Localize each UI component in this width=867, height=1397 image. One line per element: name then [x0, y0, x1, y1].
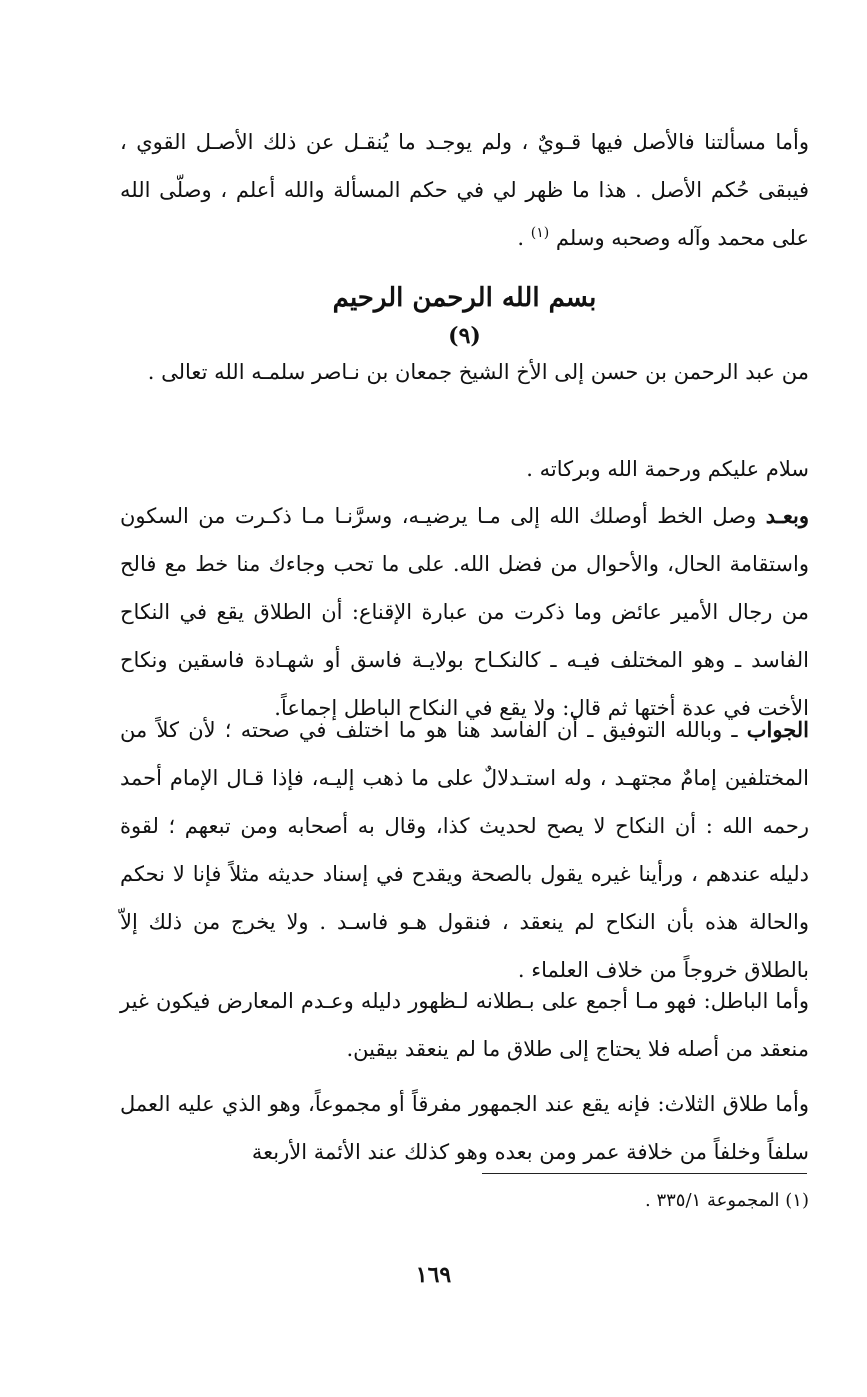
paragraph-greeting: سلام عليكم ورحمة الله وبركاته . — [526, 457, 809, 481]
paragraph-question-lead: وبعـد — [765, 503, 809, 528]
paragraph-salutation-recipient: من عبد الرحمن بن حسن إلى الأخ الشيخ جمعان بن نـاصر سلمـه الله تعالى . — [147, 360, 809, 384]
letter-number: (٩) — [448, 323, 481, 349]
paragraph-answer — [120, 706, 809, 994]
paragraph-question — [120, 492, 809, 732]
basmala-heading: بسم الله الرحمن الرحيم — [332, 283, 597, 313]
paragraph-answer-lead: الجواب — [746, 717, 809, 742]
paragraph-intro-text: وأما مسألتنا فالأصل فيها قـويٌ ، ولم يوجـد ما يُنقـل عن ذلك الأصـل القوي ، فيبقى حُكم الأصل . هذا ما ظهر لي في حكم المسألة والله أعلم ، وصلّى الله على محمد وآله وصحبه وسلم — [120, 130, 809, 250]
paragraph-triple-divorce: وأما طلاق الثلاث: فإنه يقع عند الجمهور مفرقاً أو مجموعاً، وهو الذي عليه العمل سلفاً وخلفاً من خلافة عمر ومن بعده وهو كذلك عند الأئمة الأربعة — [120, 1092, 809, 1164]
paragraph-intro — [120, 118, 809, 262]
footnote-reference[interactable]: (١) — [530, 225, 550, 241]
footnote: (١) المجموعة ٣٣٥/١ . — [645, 1190, 809, 1211]
paragraph-answer-text: ـ وبالله التوفيق ـ أن الفاسد هنا هو ما اختلف في صحته ؛ لأن كلاً من المختلفين إمامٌ مجتهـد ، وله استـدلالٌ على ما ذهب إليـه، فإذا قـال الإمام أحمد رحمه الله : أن النكاح لا يصح لحديث كذا، وقال به أصحابه ومن تبعهم ؛ لقوة دليله عندهم ، ورأينا غيره يقول بالصحة ويقدح في إسناد حديثه مثلاً فإنا لا نحكم والحالة هذه بأن النكاح لم ينعقد ، فنقول هـو فاسـد . ولا يخرج من ذلك إلاّ بالطلاق خروجاً من خلاف العلماء . — [120, 718, 809, 982]
paragraph-void-marriage: وأما الباطل: فهو مـا أجمع على بـطلانه لـظهور دليله وعـدم المعارض فيكون غير منعقد من أصله فلا يحتاج إلى طلاق ما لم ينعقد بيقين. — [120, 989, 809, 1061]
paragraph-question-text: وصل الخط أوصلك الله إلى مـا يرضيـه، وسرَّنـا مـا ذكـرت من السكون واستقامة الحال، والأحوال من فضل الله. على ما تحب وجاءك منا خط مع فالح من رجال الأمير عائض وما ذكرت من عبارة الإقناع: أن الطلاق يقع في النكاح الفاسد ـ وهو المختلف فيـه ـ كالنكـاح بولايـة فاسق أو شهـادة فاسقين ونكاح الأخت في عدة أختها ثم قال: ولا يقع في النكاح الباطل إجماعاً. — [120, 504, 809, 720]
page-number: ١٦٩ — [415, 1262, 452, 1288]
footnote-divider — [482, 1173, 807, 1174]
paragraph-intro-end: . — [517, 226, 531, 250]
